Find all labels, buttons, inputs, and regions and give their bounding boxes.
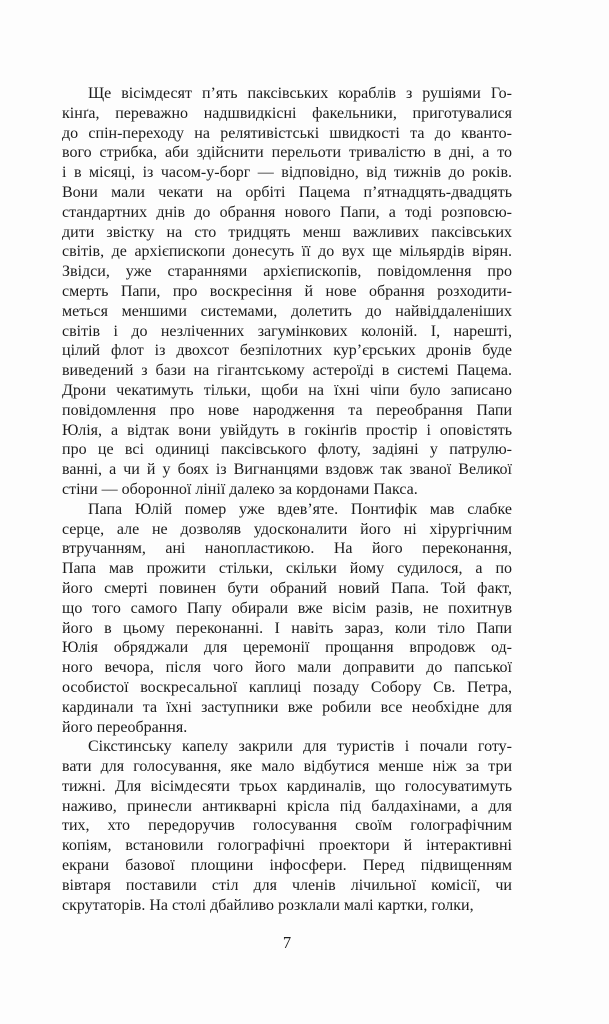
text-line: до спін-переходу на релятивістські швидкості та до кванто- <box>62 124 512 142</box>
text-line: вівтаря поставили стіл для членів лічильної комісії, чи <box>62 876 512 894</box>
text-line: ного вечора, після чого його мали доправити до папської <box>62 659 512 677</box>
text-line: вати для голосування, яке мало відбутися менше ніж за три <box>62 758 512 776</box>
text-line: Ще вісімдесят п’ять паксівських кораблів з рушіями Го- <box>88 85 512 102</box>
text-line: повідомлення про нове народження та переобрання Папи <box>62 401 512 419</box>
text-line: дити звістку на сто тридцять менш важливих паксівських <box>62 223 512 241</box>
text-line: що того самого Папу обирали вже вісім разів, не похитнув <box>62 599 512 617</box>
text-line: кінґа, переважно надшвидкісні факельники, приготувалися <box>62 104 512 122</box>
text-line: особистої воскресальної каплиці позаду Собору Св. Петра, <box>62 678 512 696</box>
paragraph <box>62 500 512 738</box>
text-line: стандартних днів до обрання нового Папи, а тоді розповсю- <box>62 203 512 221</box>
text-line: кардинали та їхні заступники вже робили все необхідне для <box>62 698 512 716</box>
text-line: Папа мав прожити стільки, скільки йому судилося, а по <box>62 560 512 578</box>
text-line: світів і до незліченних загумінкових колоній. І, нарешті, <box>62 322 512 340</box>
text-block <box>62 84 512 915</box>
text-line: ванні, а чи й у боях із Вигнанцями вздовж так званої Великої <box>62 461 512 479</box>
text-line: Папа Юлій помер уже вдев’яте. Понтифік мав слабке <box>88 500 512 518</box>
paragraph <box>62 737 512 915</box>
text-line: про це всі одиниці паксівського флоту, задіяні у патрулю- <box>62 441 512 459</box>
text-line: стіни — оборонної лінії далеко за кордонами Пакса. <box>62 480 418 498</box>
text-line: його в цьому переконанні. І навіть зараз, коли тіло Папи <box>62 619 512 637</box>
text-line: світів, де архієпископи донесуть її до вух ще мільярдів вірян. <box>62 243 512 261</box>
text-line: його переобрання. <box>62 718 188 736</box>
text-line: Дрони чекатимуть тільки, щоби на їхні чіпи було записано <box>62 381 512 399</box>
text-line: тих, хто передоручив голосування своїм голографічним <box>62 817 512 835</box>
text-line: серце, але не дозволяв удосконалити його ні хірургічним <box>62 520 512 538</box>
text-line: смерть Папи, про воскресіння й нове обрання розходити- <box>62 282 512 300</box>
page-number: 7 <box>282 933 292 952</box>
text-line: Юлія, а відтак вони увійдуть в гокінґів простір і оповістять <box>62 421 512 439</box>
text-line: наживо, принесли антикварні крісла під балдахінами, а для <box>62 797 512 815</box>
text-line: екрани базової площини інфосфери. Перед підвищенням <box>62 857 512 875</box>
paragraph <box>62 84 512 500</box>
text-line: виведений з бази на гігантському астероїді в системі Пацема. <box>62 362 512 380</box>
text-line: вого стрибка, аби здійснити перельоти тривалістю в дні, а то <box>62 144 512 162</box>
text-line: Звідси, уже стараннями архієпископів, повідомлення про <box>62 263 512 281</box>
text-line: Юлія обряджали для церемонії прощання впродовж од- <box>62 639 512 657</box>
text-line: скрутаторів. На столі дбайливо розклали малі картки, голки, <box>62 896 474 914</box>
text-line: і в місяці, із часом-у-борг — відповідно, від тижнів до років. <box>62 164 512 182</box>
text-line: Вони мали чекати на орбіті Пацема п’ятнадцять-двадцять <box>62 183 512 201</box>
text-line: меться меншими системами, долетить до найвіддаленіших <box>62 302 512 320</box>
text-line: втручанням, ані нанопластикою. На його переконання, <box>62 540 512 558</box>
text-line: копіям, встановили голографічні проектори й інтерактивні <box>62 837 512 855</box>
text-line: тижні. Для вісімдесяти трьох кардиналів, що голосуватимуть <box>62 777 512 795</box>
text-line: його смерті повинен бути обраний новий Папа. Той факт, <box>62 579 512 597</box>
text-line: Сікстинську капелу закрили для туристів і почали готу- <box>88 738 512 756</box>
text-line: цілий флот із двохсот безпілотних кур’єрських дронів буде <box>62 342 512 360</box>
